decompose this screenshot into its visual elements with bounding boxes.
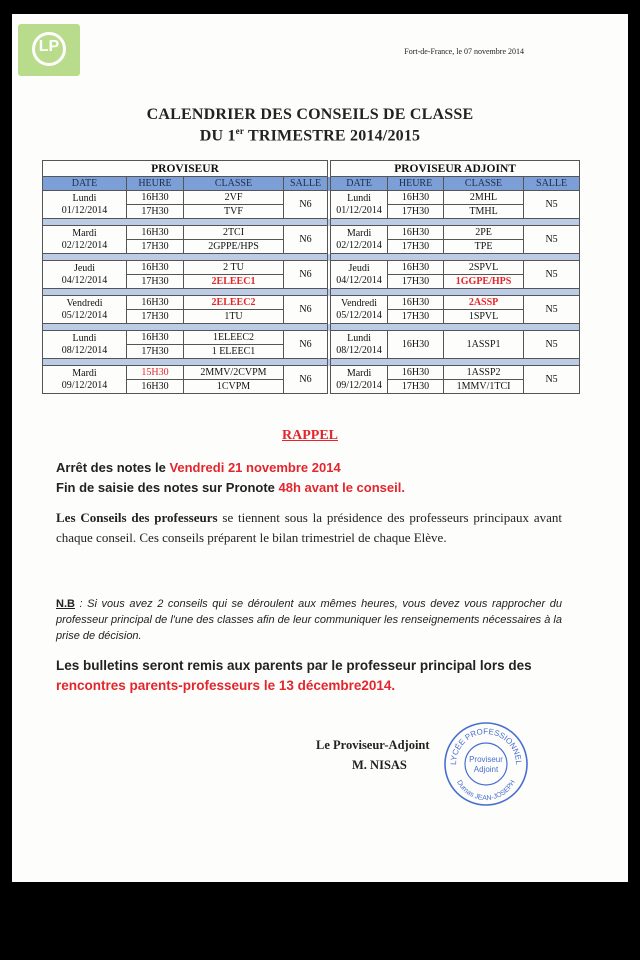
place-date: Fort-de-France, le 07 novembre 2014 bbox=[404, 47, 524, 56]
notes-line1-pre: Arrêt des notes le bbox=[56, 460, 170, 475]
time-cell: 17H30 bbox=[127, 345, 184, 359]
class-cell: 1ASSP2 bbox=[444, 366, 524, 380]
time-cell: 17H30 bbox=[388, 275, 444, 289]
separator-cell bbox=[43, 359, 328, 366]
logo-text: LP bbox=[38, 38, 60, 55]
column-header: DATE bbox=[43, 177, 127, 191]
separator-cell bbox=[331, 254, 580, 261]
proviseur-adjoint-header: PROVISEUR ADJOINT bbox=[331, 161, 580, 177]
day-name: Mardi bbox=[72, 227, 97, 239]
class-cell: TVF bbox=[184, 205, 284, 219]
class-cell: 1ELEEC2 bbox=[184, 331, 284, 345]
time-cell: 17H30 bbox=[388, 240, 444, 254]
day-date: 08/12/2014 bbox=[336, 344, 382, 356]
separator-cell bbox=[43, 254, 328, 261]
class-cell: 2MMV/2CVPM bbox=[184, 366, 284, 380]
time-cell: 16H30 bbox=[388, 331, 444, 359]
column-header: CLASSE bbox=[444, 177, 524, 191]
page-title: CALENDRIER DES CONSEILS DE CLASSE bbox=[146, 106, 474, 123]
class-cell: 2VF bbox=[184, 191, 284, 205]
table-row bbox=[43, 296, 580, 310]
table-row bbox=[43, 261, 580, 275]
time-cell: 16H30 bbox=[127, 191, 184, 205]
day-date: 09/12/2014 bbox=[336, 379, 382, 391]
day-date: 09/12/2014 bbox=[61, 379, 108, 391]
date-cell bbox=[43, 366, 127, 394]
column-header: SALLE bbox=[524, 177, 580, 191]
day-date: 01/12/2014 bbox=[61, 204, 108, 216]
class-cell: 1SPVL bbox=[444, 310, 524, 324]
room-cell: N6 bbox=[284, 261, 328, 289]
signature-role: Le Proviseur-Adjoint bbox=[316, 738, 430, 752]
class-cell: 2PE bbox=[444, 226, 524, 240]
schedule-table bbox=[42, 160, 580, 394]
time-cell: 17H30 bbox=[127, 240, 184, 254]
class-cell: 2ELEEC1 bbox=[184, 275, 284, 289]
date-cell bbox=[43, 261, 127, 289]
date-cell bbox=[43, 191, 127, 219]
day-name: Lundi bbox=[347, 192, 371, 204]
time-cell: 17H30 bbox=[127, 310, 184, 324]
table-colh-row bbox=[43, 177, 580, 191]
day-name: Vendredi bbox=[66, 297, 103, 309]
stamp-center-2: Adjoint bbox=[473, 765, 499, 774]
class-cell: 1 ELEEC1 bbox=[184, 345, 284, 359]
room-cell: N6 bbox=[284, 191, 328, 219]
class-cell: TMHL bbox=[444, 205, 524, 219]
room-cell: N5 bbox=[524, 366, 580, 394]
class-cell: 2MHL bbox=[444, 191, 524, 205]
day-date: 01/12/2014 bbox=[336, 204, 382, 216]
class-cell: 2SPVL bbox=[444, 261, 524, 275]
separator-cell bbox=[43, 324, 328, 331]
table-row bbox=[43, 366, 580, 380]
date-cell bbox=[331, 261, 388, 289]
time-cell: 16H30 bbox=[127, 380, 184, 394]
column-header: SALLE bbox=[284, 177, 328, 191]
date-cell bbox=[331, 191, 388, 219]
paragraph-bold: Les Conseils des professeurs bbox=[56, 510, 218, 525]
date-cell bbox=[43, 331, 127, 359]
nb-label: N.B bbox=[56, 598, 75, 610]
time-cell: 16H30 bbox=[388, 366, 444, 380]
table-sep-row bbox=[43, 254, 580, 261]
page-subtitle bbox=[12, 126, 608, 145]
time-cell: 17H30 bbox=[388, 205, 444, 219]
day-date: 02/12/2014 bbox=[336, 239, 382, 251]
date-cell bbox=[43, 296, 127, 324]
stamp-inner-ring bbox=[465, 743, 507, 785]
proviseur-header: PROVISEUR bbox=[43, 161, 328, 177]
time-cell: 16H30 bbox=[127, 331, 184, 345]
room-cell: N6 bbox=[284, 366, 328, 394]
bulletins-note bbox=[56, 656, 568, 696]
date-cell bbox=[331, 226, 388, 254]
table-head-row bbox=[43, 161, 580, 177]
room-cell: N5 bbox=[524, 296, 580, 324]
notes-line1-date: Vendredi 21 novembre 2014 bbox=[169, 460, 341, 475]
signature-name: M. NISAS bbox=[352, 758, 407, 772]
time-cell: 17H30 bbox=[388, 310, 444, 324]
time-cell: 16H30 bbox=[388, 226, 444, 240]
stamp-ring-bottom: Dumas JEAN-JOSEPH bbox=[455, 779, 517, 803]
room-cell: N5 bbox=[524, 261, 580, 289]
time-cell: 17H30 bbox=[127, 205, 184, 219]
day-date: 08/12/2014 bbox=[61, 344, 108, 356]
time-cell: 17H30 bbox=[388, 380, 444, 394]
separator-cell bbox=[331, 219, 580, 226]
day-name: Mardi bbox=[346, 367, 372, 379]
official-stamp-icon bbox=[442, 720, 530, 808]
notes-line-2 bbox=[56, 478, 405, 498]
class-cell: 2ASSP bbox=[444, 296, 524, 310]
time-cell: 16H30 bbox=[127, 226, 184, 240]
time-cell: 16H30 bbox=[127, 296, 184, 310]
conseil-paragraph bbox=[56, 508, 562, 547]
separator-cell bbox=[331, 289, 580, 296]
date-cell bbox=[43, 226, 127, 254]
column-header: DATE bbox=[331, 177, 388, 191]
table-sep-row bbox=[43, 359, 580, 366]
class-cell: 1CVPM bbox=[184, 380, 284, 394]
date-cell bbox=[331, 366, 388, 394]
table-row bbox=[43, 226, 580, 240]
class-cell: 1MMV/1TCI bbox=[444, 380, 524, 394]
subtitle-post: TRIMESTRE 2014/2015 bbox=[244, 127, 421, 145]
notes-block bbox=[56, 458, 405, 498]
time-cell: 15H30 bbox=[127, 366, 184, 380]
class-cell: 2ELEEC2 bbox=[184, 296, 284, 310]
column-header: HEURE bbox=[127, 177, 184, 191]
date-cell bbox=[331, 331, 388, 359]
day-date: 02/12/2014 bbox=[61, 239, 108, 251]
room-cell: N6 bbox=[284, 226, 328, 254]
day-date: 04/12/2014 bbox=[336, 274, 382, 286]
day-name: Lundi bbox=[347, 332, 371, 344]
subtitle-pre: DU 1 bbox=[199, 127, 236, 145]
day-name: Mardi bbox=[346, 227, 372, 239]
time-cell: 16H30 bbox=[388, 261, 444, 275]
time-cell: 16H30 bbox=[127, 261, 184, 275]
time-cell: 16H30 bbox=[388, 191, 444, 205]
notes-line2-deadline: 48h avant le conseil. bbox=[278, 480, 405, 495]
class-cell: 1GGPE/HPS bbox=[444, 275, 524, 289]
class-cell: 2 TU bbox=[184, 261, 284, 275]
day-name: Vendredi bbox=[340, 297, 378, 309]
day-date: 05/12/2014 bbox=[336, 309, 382, 321]
time-cell: 16H30 bbox=[388, 296, 444, 310]
notes-line2-pre: Fin de saisie des notes sur Pronote bbox=[56, 480, 279, 495]
stamp-center-1: Proviseur bbox=[469, 755, 503, 764]
table-row bbox=[43, 191, 580, 205]
column-header: HEURE bbox=[388, 177, 444, 191]
time-cell: 17H30 bbox=[127, 275, 184, 289]
document-page bbox=[12, 14, 628, 882]
room-cell: N5 bbox=[524, 226, 580, 254]
day-name: Jeudi bbox=[73, 262, 96, 274]
separator-cell bbox=[331, 324, 580, 331]
day-date: 05/12/2014 bbox=[61, 309, 108, 321]
table-sep-row bbox=[43, 219, 580, 226]
day-name: Lundi bbox=[72, 192, 97, 204]
subtitle-sup: er bbox=[235, 126, 245, 136]
separator-cell bbox=[43, 289, 328, 296]
bulletins-date: rencontres parents-professeurs le 13 décembre2014. bbox=[56, 678, 396, 693]
school-logo bbox=[18, 24, 80, 76]
day-name: Lundi bbox=[72, 332, 97, 344]
notes-line-1 bbox=[56, 458, 405, 478]
nb-note bbox=[56, 596, 562, 644]
separator-cell bbox=[331, 359, 580, 366]
table-sep-row bbox=[43, 289, 580, 296]
day-name: Mardi bbox=[72, 367, 97, 379]
room-cell: N6 bbox=[284, 296, 328, 324]
paragraph-text: se tiennent sous la présidence des professeurs principaux avant chaque conseil. Ces conseils préparent le bilan trimestriel de chaque Elève. bbox=[56, 510, 562, 545]
class-cell: 2GPPE/HPS bbox=[184, 240, 284, 254]
date-cell bbox=[331, 296, 388, 324]
separator-cell bbox=[43, 219, 328, 226]
room-cell: N5 bbox=[524, 191, 580, 219]
nb-text: : Si vous avez 2 conseils qui se déroulent aux mêmes heures, vous devez vous rapprocher du professeur principal de l'une des classes afin de leur communiquer les renseignements nécessaires à la prise de décision. bbox=[56, 598, 562, 642]
room-cell: N6 bbox=[284, 331, 328, 359]
day-name: Jeudi bbox=[348, 262, 370, 274]
rappel-heading: RAPPEL bbox=[282, 428, 338, 443]
day-date: 04/12/2014 bbox=[61, 274, 108, 286]
table-row bbox=[43, 331, 580, 345]
table-sep-row bbox=[43, 324, 580, 331]
bulletins-pre: Les bulletins seront remis aux parents par le professeur principal lors des bbox=[56, 658, 532, 673]
room-cell: N5 bbox=[524, 331, 580, 359]
column-header: CLASSE bbox=[184, 177, 284, 191]
class-cell: 1ASSP1 bbox=[444, 331, 524, 359]
class-cell: 2TCI bbox=[184, 226, 284, 240]
stamp-ring-top: LYCÉE PROFESSIONNEL bbox=[448, 726, 524, 766]
class-cell: 1TU bbox=[184, 310, 284, 324]
class-cell: TPE bbox=[444, 240, 524, 254]
